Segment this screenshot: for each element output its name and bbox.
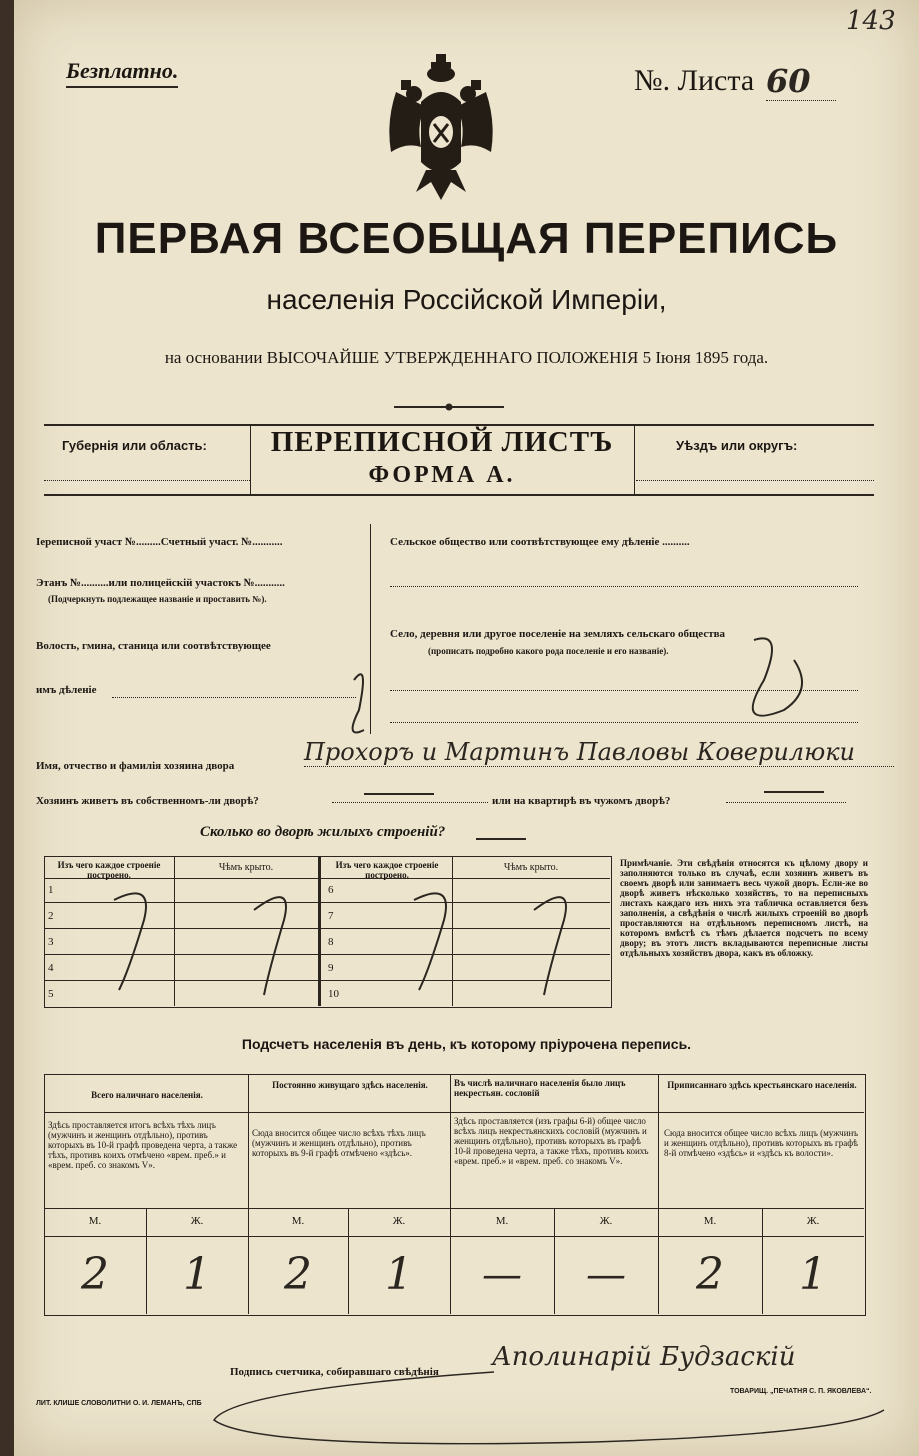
imperial-eagle-emblem [376, 52, 506, 202]
count-value-registered-male: 2 [696, 1249, 724, 1300]
free-label: Безплатно. [66, 58, 178, 88]
signature-label: Подпись счетчика, собиравшаго свѣдѣнія [230, 1366, 439, 1378]
count-value-non-peasant-female: — [586, 1252, 626, 1298]
count-col-female: Ж. [599, 1215, 613, 1227]
census-sheet [14, 0, 919, 1456]
buildings-question: Сколько во дворѣ жилыхъ строеній? [200, 824, 446, 840]
counter-signature: Аполинарій Будзаскій [492, 1342, 796, 1372]
build-col-material: Изъ чего каждое строеніе построено. [57, 860, 161, 880]
count-head-permanent: Постоянно живущаго здѣсь населенія. [272, 1080, 428, 1090]
own-yard-label: Хозяинъ живетъ въ собственномъ-ли дворѣ? [36, 795, 259, 807]
sheet-number: 60 [766, 62, 836, 101]
owner-name-value: Прохоръ и Мартинъ Павловы Коверилюки [304, 738, 894, 767]
count-desc-registered: Сюда вносится общее число всѣхъ лицъ (мужчинъ и женщинъ отдѣльно), противъ которыхъ въ графѣ 8-й отмѣчено «здѣсь» и «здѣсь къ волости». [664, 1128, 858, 1158]
police-district-note: (Подчеркнуть подлежащее названіе и проставить №). [48, 594, 267, 604]
count-value-permanent-female: 1 [385, 1249, 413, 1300]
count-head-non-peasant: Въ числѣ наличнаго населенія было лицъ некрестьян. сословій [454, 1078, 626, 1098]
page-subtitle: населенія Россійской Имперіи, [266, 284, 667, 315]
count-head-registered: Приписаннаго здѣсь крестьянскаго населенія. [667, 1080, 857, 1090]
count-col-male: М. [291, 1215, 305, 1227]
yard-dashes [344, 788, 844, 802]
note-title: Примѣчаніе. [620, 858, 673, 868]
form-subtitle: ФОРМА А. [368, 462, 516, 488]
ornament-divider [394, 398, 504, 406]
count-value-non-peasant-male: — [482, 1252, 522, 1298]
build-col-roof-2: Чѣмъ крыто. [503, 862, 559, 873]
settlement-note: (прописать подробно какого рода поселеніе и его названіе). [428, 646, 669, 656]
count-col-female: Ж. [806, 1215, 820, 1227]
form-title: ПЕРЕПИСНОЙ ЛИСТЪ [270, 426, 614, 458]
build-row-number: 2 [48, 910, 54, 922]
count-desc-total: Здѣсь проставляется итогъ всѣхъ тѣхъ лицъ (мужчинъ и женщинъ отдѣльно), противъ которыхъ въ 10-й графѣ проведена черта, а также тѣхъ, противъ коихъ отмѣчено «врем. преб.» и «врем. преб. со знакомъ V». [48, 1120, 238, 1170]
page-title: ПЕРВАЯ ВСЕОБЩАЯ ПЕРЕПИСЬ [94, 214, 839, 263]
build-row-number: 10 [328, 988, 339, 1000]
rural-society-field: Сельское общество или соотвѣтствующее ему дѣленіе .......... [390, 536, 690, 548]
count-col-female: Ж. [392, 1215, 406, 1227]
count-col-male: М. [88, 1215, 102, 1227]
volost-field: Волость, гмина, станица или соотвѣтствующее [36, 640, 271, 652]
legal-basis: на основании ВЫСОЧАЙШЕ УТВЕРЖДЕННАГО ПОЛОЖЕНІЯ 5 Іюня 1895 года. [164, 348, 769, 367]
build-row-number: 1 [48, 884, 54, 896]
signature-flourish [194, 1370, 894, 1456]
count-col-female: Ж. [190, 1215, 204, 1227]
police-district-field: Этанъ №..........или полицейскій участокъ №........... [36, 577, 285, 589]
settlement-field: Село, деревня или другое поселеніе на земляхъ сельскаго общества [390, 628, 726, 640]
count-desc-permanent: Сюда вносится общее число всѣхъ тѣхъ лицъ (мужчинъ и женщинъ отдѣльно), противъ которыхъ въ 9-й графѣ отмѣчено «здѣсь». [252, 1128, 426, 1158]
count-col-male: М. [495, 1215, 509, 1227]
district-numbers-field: Іерепиcной участ №.........Счетный участ. №........... [36, 536, 283, 548]
count-value-total-female: 1 [183, 1249, 211, 1300]
owner-label: Имя, отчество и фамилія хозяина двора [36, 760, 235, 772]
count-desc-non-peasant: Здѣсь проставляется (изъ графы 6-й) общее число всѣхъ лицъ некрестьянскихъ сословій (мужчинъ и женщинъ отдѣльно), противъ которыхъ въ графѣ 10-й проведена черта, а также тѣхъ, противъ коихъ «врем. преб.» и «врем. преб. со знакомъ V». [454, 1116, 649, 1166]
footer-left-imprint: ЛИТ. КЛИШЕ СЛОВОЛИТНИ О. И. ЛЕМАНЪ, СПБ [36, 1400, 202, 1407]
count-head-total: Всего наличнаго населенія. [91, 1090, 203, 1100]
buildings-note [620, 858, 868, 958]
rented-label: или на квартирѣ въ чужомъ дворѣ? [492, 795, 671, 807]
build-row-number: 7 [328, 910, 334, 922]
build-col-material-2: Изъ чего каждое строеніе построено. [335, 860, 439, 880]
division-field: имъ дѣленіе [36, 684, 97, 696]
district-label: Уѣздъ или округъ: [676, 438, 798, 453]
build-row-number: 6 [328, 884, 334, 896]
count-title: Подсчетъ населенія въ день, къ которому пріурочена перепись. [241, 1036, 692, 1052]
note-text: Эти свѣдѣнія относятся къ цѣлому двору и заполняются только въ случаѣ, если хозяинъ живетъ въ своемъ дворѣ или занимаетъ весь чужой дворъ. Если-же во дворѣ живетъ нѣсколько хозяйствъ, то на переписныхъ листахъ каждаго изъ нихъ эта табличка оставляется безъ заполненія, а свѣдѣнія о числѣ жилыхъ строеній во дворѣ проставляются на отдѣльномъ переписномъ листѣ, на которомъ вмѣстѣ съ тѣмъ дѣлается подсчетъ по всему двору; въ этотъ листъ вкладываются переписные листы отдѣльныхъ хозяйствъ двора, какъ въ обложку. [620, 858, 868, 958]
build-row-number: 9 [328, 962, 334, 974]
build-row-number: 8 [328, 936, 334, 948]
buildings-blank-marks [74, 880, 614, 1000]
build-row-number: 3 [48, 936, 54, 948]
build-row-number: 5 [48, 988, 54, 1000]
province-label: Губернія или область: [62, 438, 207, 453]
count-value-total-male: 2 [81, 1249, 109, 1300]
archive-number: 143 [846, 6, 896, 36]
count-value-permanent-male: 2 [284, 1249, 312, 1300]
count-col-male: М. [703, 1215, 717, 1227]
sheet-label: №. Листа [634, 64, 755, 97]
count-value-registered-female: 1 [799, 1249, 827, 1300]
build-col-roof: Чѣмъ крыто. [218, 862, 274, 873]
footer-right-imprint: ТОВАРИЩ. „ПЕЧАТНЯ С. П. ЯКОВЛЕВА“. [730, 1388, 872, 1395]
build-row-number: 4 [48, 962, 54, 974]
